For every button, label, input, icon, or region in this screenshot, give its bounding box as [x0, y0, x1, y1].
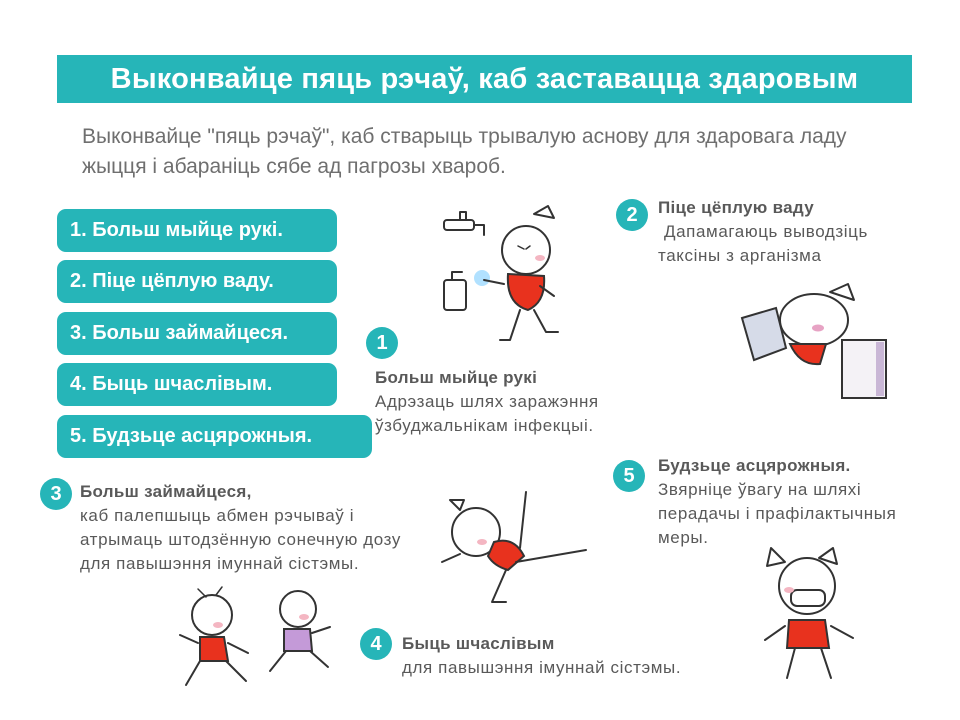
list-item-warm-water: 2. Піце цёплую ваду. [57, 260, 337, 303]
step-1-block [375, 366, 645, 438]
intro-text: Выконвайце "пяць рэчаў", каб стварыць трывалую аснову для здаровага ладу жыцця і абараніць сябе ад пагрозы хвароб. [82, 125, 847, 178]
step-number-1: 1 [366, 327, 398, 359]
step-1-heading: Больш мыйце рукі [375, 368, 538, 387]
washing-hands-illustration [430, 190, 580, 355]
step-3-text: каб палепшыць абмен рэчываў і атрымаць штодзённую сонечную дозу для павышэння імуннай сістэмы. [80, 506, 401, 573]
step-number-3: 3 [40, 478, 72, 510]
step-5-block [658, 454, 943, 550]
step-number-2: 2 [616, 199, 648, 231]
step-number-4: 4 [360, 628, 392, 660]
list-item-be-happy: 4. Быць шчаслівым. [57, 363, 337, 406]
step-2-text: Дапамагаюць выводзіць таксіны з арганізма [658, 222, 868, 265]
list-item-exercise: 3. Больш займайцеся. [57, 312, 337, 355]
page-title: Выконвайце пяць рэчаў, каб заставацца здаровым [57, 55, 912, 103]
exercise-illustration [170, 585, 350, 695]
step-number-5: 5 [613, 460, 645, 492]
list-item-be-careful: 5. Будзьце асцярожныя. [57, 415, 372, 458]
step-4-text: для павышэння імуннай сістэмы. [402, 658, 682, 677]
happy-kick-illustration [420, 478, 610, 618]
step-4-block [402, 632, 762, 680]
step-5-heading: Будзьце асцярожныя. [658, 456, 851, 475]
list-item-wash-hands: 1. Больш мыйце рукі. [57, 209, 337, 252]
step-5-text: Звярніце ўвагу на шляхі перадачы і прафілактычныя меры. [658, 480, 897, 547]
step-1-text: Адрэзаць шлях заражэння ўзбуджальнікам інфекцыі. [375, 392, 599, 435]
step-4-heading: Быць шчаслівым [402, 634, 555, 653]
step-2-block [658, 196, 928, 268]
careful-mask-illustration [745, 540, 875, 690]
step-3-block [80, 480, 410, 576]
drinking-water-illustration [730, 278, 900, 408]
step-2-heading: Піце цёплую ваду [658, 198, 814, 217]
step-3-heading: Больш займайцеся, [80, 482, 252, 501]
